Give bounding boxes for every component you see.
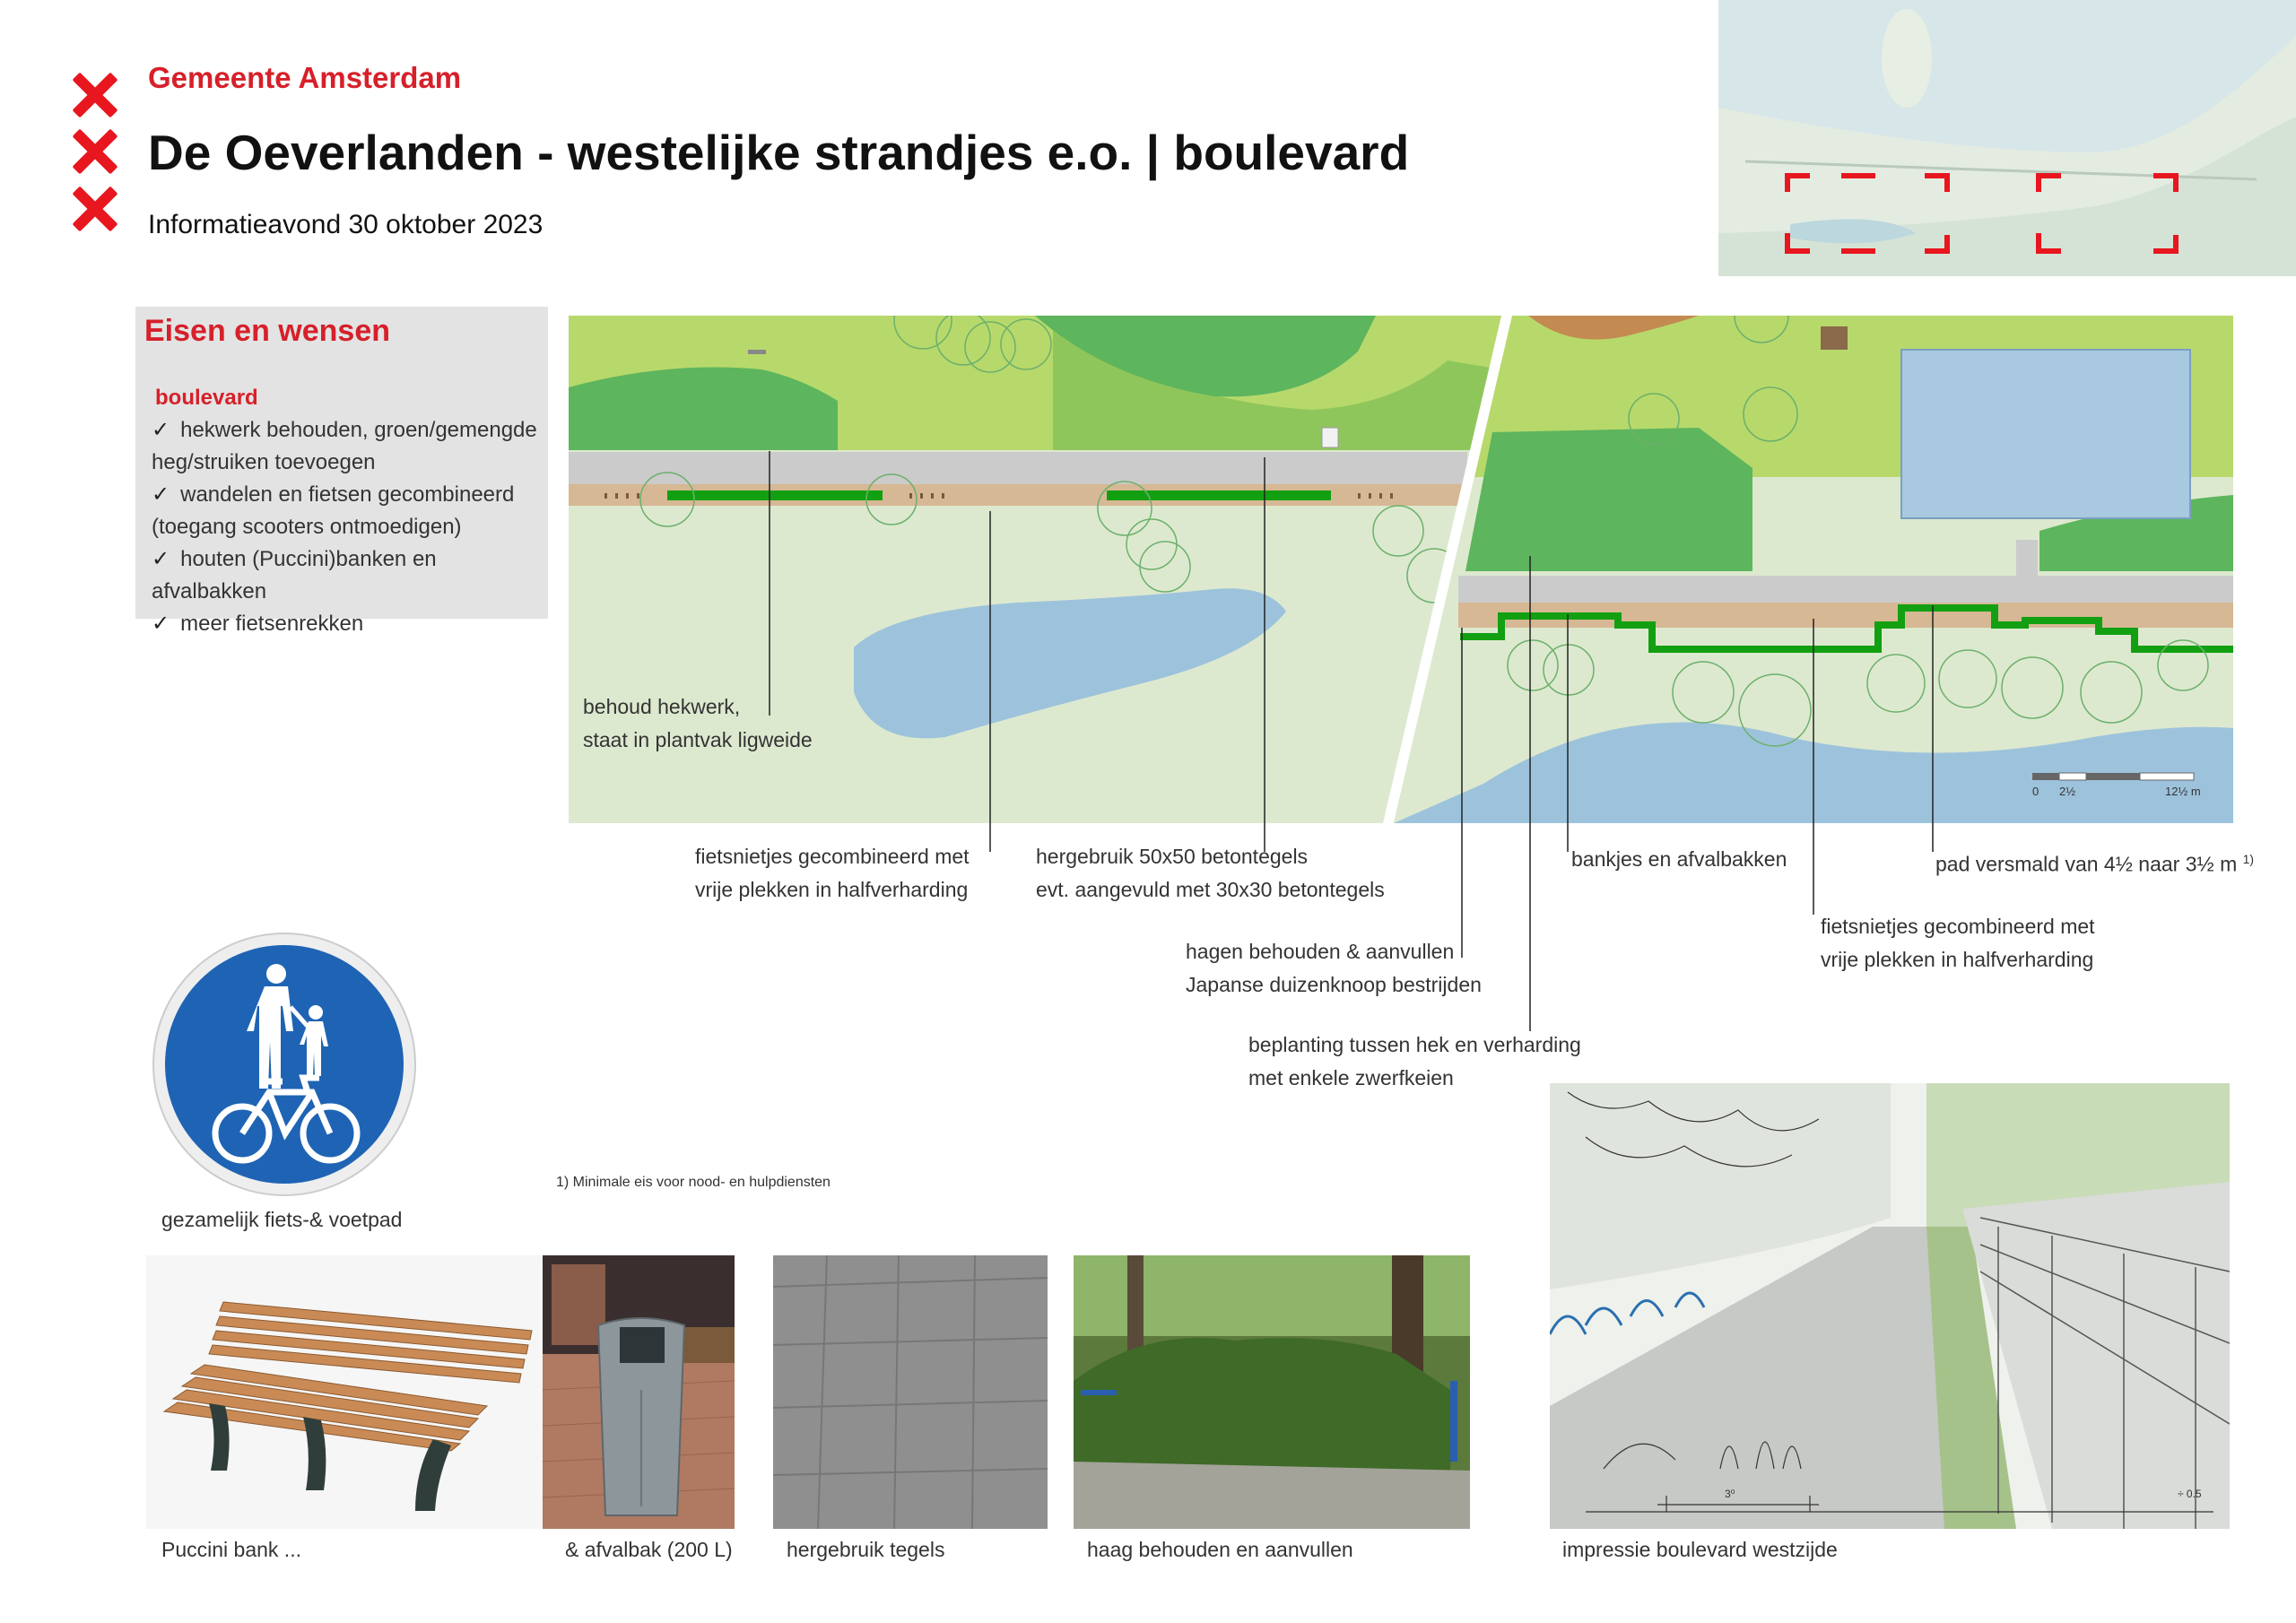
photo-reused-tiles (773, 1255, 1048, 1529)
caption-impression: impressie boulevard westzijde (1562, 1538, 1838, 1561)
site-plan (569, 316, 2233, 823)
requirement-item: ✓ hekwerk behouden, groen/gemengde heg/struiken toevoegen (152, 414, 546, 479)
label-pad-versmald: pad versmald van 4½ naar 3½ m $^{1)}$ (1935, 852, 2255, 876)
label-fietsnietjes-left: fietsnietjes gecombineerd met vrije plekken in halfverharding (695, 845, 970, 901)
sketch-width-label: 3⁰ (1725, 1488, 1735, 1500)
requirement-item: ✓ houten (Puccini)banken en afvalbakken (152, 543, 546, 608)
caption-bin: & afvalbak (200 L) (565, 1538, 733, 1561)
svg-text:12½ m: 12½ m (2165, 785, 2201, 798)
organization-name: Gemeente Amsterdam (148, 61, 462, 94)
page-subtitle: Informatieavond 30 oktober 2023 (148, 210, 544, 239)
sketch-height-label: ÷ 0.5 (2178, 1488, 2202, 1500)
label-bankjes: bankjes en afvalbakken (1571, 847, 1787, 871)
requirements-section: boulevard (155, 386, 258, 410)
amsterdam-cross-icon-2 (70, 128, 120, 171)
requirement-item: ✓ meer fietsenrekken (152, 608, 546, 640)
plan-right-panel (1394, 316, 2233, 823)
requirements-box (135, 307, 548, 636)
requirements-heading: Eisen en wensen (144, 314, 390, 348)
impression-sketch (1550, 1083, 2230, 1529)
footnote: 1) Minimale eis voor nood- en hulpdiensten (556, 1175, 831, 1190)
label-beplanting: beplanting tussen hek en verharding met enkele zwerfkeien (1248, 1033, 1581, 1089)
label-fietsnietjes-right: fietsnietjes gecombineerd met vrije plekken in halfverharding (1821, 915, 2095, 971)
label-hergebruik: hergebruik 50x50 betontegels evt. aangevuld met 30x30 betontegels (1036, 845, 1385, 901)
amsterdam-cross-icon-3 (70, 186, 120, 229)
photo-puccini-bench (146, 1255, 543, 1529)
svg-text:2½: 2½ (2059, 785, 2076, 798)
label-behoud-hekwerk: behoud hekwerk, staat in plantvak ligweide (583, 695, 813, 751)
sign-caption: gezamelijk fiets-& voetpad (161, 1208, 403, 1231)
svg-text:0: 0 (2032, 785, 2039, 798)
amsterdam-cross-icon-1 (70, 72, 120, 115)
caption-tiles: hergebruik tegels (787, 1538, 945, 1561)
page-title: De Oeverlanden - westelijke strandjes e.o. | boulevard (148, 125, 1410, 180)
overview-map (1718, 0, 2296, 276)
label-hagen: hagen behouden & aanvullen Japanse duizenknoop bestrijden (1186, 940, 1482, 996)
caption-bench: Puccini bank ... (161, 1538, 301, 1561)
requirement-item: ✓ wandelen en fietsen gecombineerd (toegang scooters ontmoedigen) (152, 479, 546, 543)
photo-hedge (1074, 1255, 1470, 1529)
requirements-list (152, 414, 546, 640)
bike-pedestrian-sign (151, 931, 418, 1198)
caption-hedge: haag behouden en aanvullen (1087, 1538, 1353, 1561)
photo-waste-bin (543, 1255, 735, 1529)
